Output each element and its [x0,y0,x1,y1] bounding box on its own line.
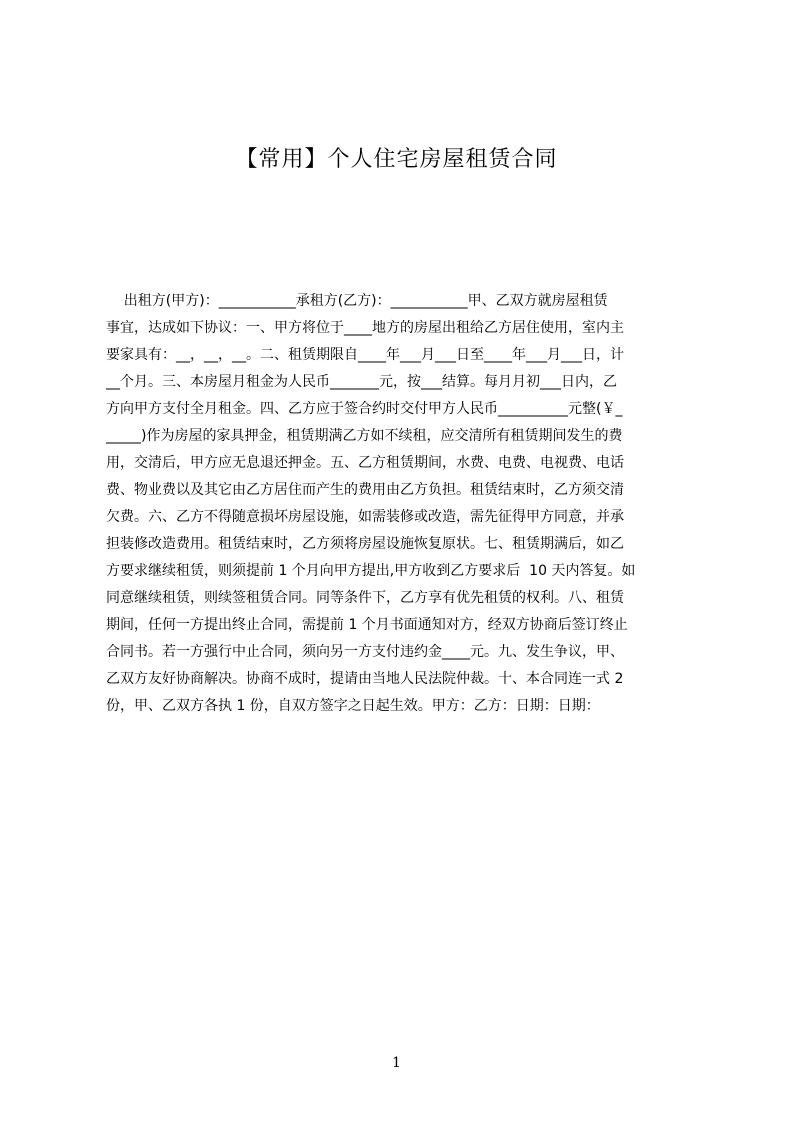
body-line: 要家具有：__，__，__。二、租赁期限自____年___月___日至____年___月___日，计 [106,347,624,363]
body-line: 用，交清后，甲方应无息退还押金。五、乙方租赁期间，水费、电费、电视费、电话 [106,455,624,471]
body-line: 费、物业费以及其它由乙方居住而产生的费用由乙方负担。租赁结束时，乙方须交清 [106,482,624,498]
body-line: __个月。三、本房屋月租金为人民币_______元，按___结算。每月月初___日内，乙 [106,374,617,390]
body-line: 事宜，达成如下协议：一、甲方将位于____地方的房屋出租给乙方居住使用，室内主 [106,320,624,336]
page-number: 1 [392,1055,401,1071]
body-line: 出租方(甲方)：___________承租方(乙方)：___________甲、乙双方就房屋租赁 [106,293,608,309]
body-line: 份，甲、乙双方各执 1 份，自双方签字之日起生效。甲方：乙方：日期：日期： [106,698,600,714]
contract-body [106,288,700,720]
body-line: 同意继续租赁，则续签租赁合同。同等条件下，乙方享有优先租赁的权利。八、租赁 [106,590,624,606]
body-line: 合同书。若一方强行中止合同，须向另一方支付违约金____元。九、发生争议，甲、 [106,644,624,660]
body-line: 担装修改造费用。租赁结束时，乙方须将房屋设施恢复原状。七、租赁期满后，如乙 [106,536,624,552]
document-title: 【常用】个人住宅房屋租赁合同 [235,147,558,172]
body-line: _____)作为房屋的家具押金，租赁期满乙方如不续租，应交清所有租赁期间发生的费 [106,428,623,444]
body-line: 欠费。六、乙方不得随意损坏房屋设施，如需装修或改造，需先征得甲方同意，并承 [106,509,624,525]
body-line: 方要求继续租赁，则须提前 1 个月向甲方提出,甲方收到乙方要求后 10 天内答复。如 [106,563,636,579]
body-line: 方向甲方支付全月租金。四、乙方应于签合约时交付甲方人民币__________元整(￥_ [106,401,623,417]
body-line: 乙双方友好协商解决。协商不成时，提请由当地人民法院仲裁。十、本合同连一式 2 [106,671,624,687]
body-line: 期间，任何一方提出终止合同，需提前 1 个月书面通知对方，经双方协商后签订终止 [106,617,628,633]
